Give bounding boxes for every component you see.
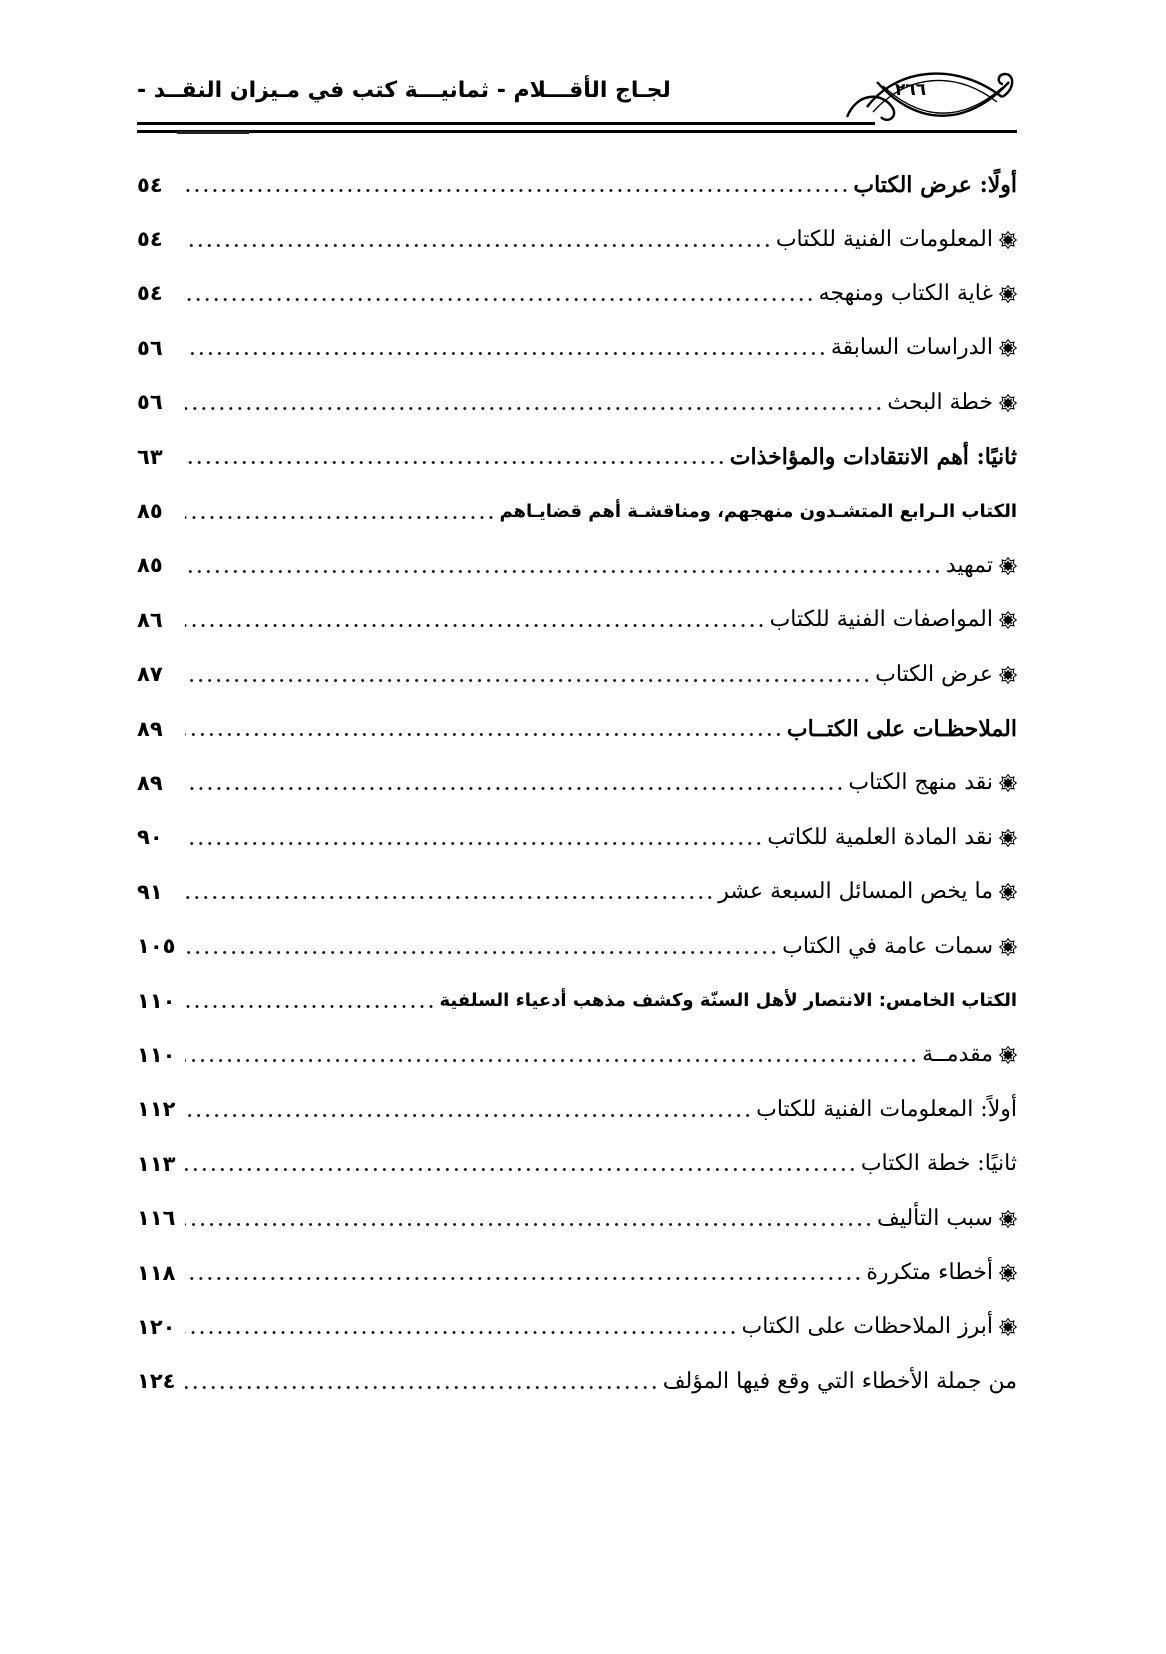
toc-entry-page-number: ٩١ (137, 879, 163, 904)
toc-entry-page-number: ١١٣ (137, 1151, 176, 1176)
toc-entry[interactable] (137, 158, 1017, 212)
toc-entry-page-number: ١١٦ (137, 1206, 176, 1231)
toc-entry-title-group (440, 992, 1017, 1010)
toc-entry[interactable] (137, 484, 1017, 538)
toc-entry-title: مقدمــة (922, 1042, 993, 1068)
toc-entry-page-number: ١١٠ (137, 988, 176, 1013)
toc-entry-title: من جملة الأخطاء التي وقع فيها المؤلف (662, 1368, 1017, 1394)
toc-entry-title-group (775, 226, 1017, 252)
toc-entry-title-group (767, 824, 1017, 850)
toc-entry-page-number: ٨٩ (137, 716, 163, 741)
toc-entry-title: الملاحظـات على الكتــاب (786, 716, 1017, 743)
toc-entry[interactable] (137, 539, 1017, 593)
toc-entry-title-group (756, 1096, 1017, 1122)
eight-point-star-icon (999, 285, 1017, 303)
header-rule-top (137, 122, 875, 125)
dot-leader (185, 1153, 857, 1175)
toc-entry-page-number: ٨٦ (137, 607, 163, 632)
toc-entry[interactable] (137, 267, 1017, 321)
eight-point-star-icon (999, 394, 1017, 412)
eight-point-star-icon (999, 829, 1017, 847)
toc-entry-title-group (818, 280, 1017, 306)
toc-entry-page-number: ١٠٥ (137, 934, 176, 959)
dot-leader (185, 337, 827, 359)
toc-entry-title-group (848, 772, 1017, 794)
dot-leader (185, 1371, 659, 1393)
eight-point-star-icon (999, 666, 1017, 684)
dot-leader (185, 1208, 873, 1230)
toc-entry[interactable] (137, 1355, 1017, 1409)
dot-leader (185, 1099, 752, 1121)
toc-entry-title-group (662, 1368, 1017, 1394)
page-number: ٢٦٦ (895, 80, 927, 100)
toc-entry-title-group (831, 337, 1017, 359)
toc-entry[interactable] (137, 212, 1017, 266)
eight-point-star-icon (999, 1210, 1017, 1228)
dot-leader (185, 229, 772, 251)
toc-entry-title: الكتاب الـرابع المتشـدون منهجهم، ومناقشـة أهم قضايـاهم (499, 500, 1017, 522)
toc-entry-page-number: ٨٥ (137, 553, 163, 578)
toc-entry[interactable] (137, 593, 1017, 647)
eight-point-star-icon (999, 883, 1017, 901)
toc-entry-page-number: ١١٢ (137, 1097, 176, 1122)
toc-entry-title: المواصفات الفنية للكتاب (769, 607, 993, 633)
toc-entry-title-group (782, 933, 1017, 959)
toc-entry-page-number: ١٢٤ (137, 1369, 176, 1394)
toc-entry-page-number: ٨٩ (137, 770, 163, 795)
toc-entry-page-number: ٩٠ (137, 825, 163, 850)
eight-point-star-icon (999, 774, 1017, 792)
dot-leader (185, 664, 871, 686)
dot-leader (185, 936, 778, 958)
eight-point-star-icon (999, 339, 1017, 357)
dot-leader (185, 446, 726, 468)
toc-entry[interactable] (137, 702, 1017, 756)
dot-leader (185, 990, 436, 1012)
eight-point-star-icon (999, 231, 1017, 249)
toc-entry-page-number: ٨٥ (137, 499, 163, 524)
toc-entry-title: ثانيًا: خطة الكتاب (860, 1151, 1017, 1177)
toc-entry-title: نقد المادة العلمية للكاتب (767, 824, 993, 850)
running-title-text: لجـاج الأقـــلام - ثمانيـــة كتب في مـيزان النقــد - (137, 78, 671, 103)
header-rule-accent (177, 131, 249, 134)
toc-entry-title-group (887, 389, 1017, 415)
toc-entry-title-group (718, 881, 1017, 903)
dot-leader (185, 392, 883, 414)
dot-leader (185, 609, 766, 631)
running-title (137, 78, 687, 103)
toc-entry-title: المعلومات الفنية للكتاب (775, 226, 993, 252)
eight-point-star-icon (999, 1046, 1017, 1064)
dot-leader (185, 283, 815, 305)
eight-point-star-icon (999, 1318, 1017, 1336)
toc-entry-title-group (729, 444, 1017, 471)
dot-leader (185, 718, 783, 740)
header-rule-bottom (137, 130, 1017, 133)
eight-point-star-icon (999, 1264, 1017, 1282)
toc-entry-title: تمهيد (945, 552, 993, 578)
dot-leader (185, 1316, 738, 1338)
toc-entry-title-group (861, 1153, 1017, 1175)
toc-entry-title: غاية الكتاب ومنهجه (818, 280, 993, 306)
toc-entry-page-number: ٥٦ (137, 335, 163, 360)
toc-entry-title-group (866, 1262, 1017, 1284)
toc-entry-title: نقد منهج الكتاب (848, 770, 993, 796)
toc-entry[interactable] (137, 1083, 1017, 1137)
toc-entry[interactable] (137, 1137, 1017, 1191)
toc-entry[interactable] (137, 430, 1017, 484)
toc-entry[interactable] (137, 919, 1017, 973)
toc-entry[interactable] (137, 756, 1017, 810)
dot-leader (185, 1262, 862, 1284)
toc-entry-title: ثانيًا: أهم الانتقادات والمؤاخذات (729, 444, 1017, 471)
dot-leader (185, 772, 844, 794)
table-of-contents (137, 158, 1017, 1409)
dot-leader (185, 827, 763, 849)
toc-entry[interactable] (137, 1028, 1017, 1082)
dot-leader (185, 1044, 918, 1066)
toc-entry-title: أبرز الملاحظات على الكتاب (741, 1314, 993, 1340)
toc-entry-title-group (786, 716, 1017, 743)
toc-entry[interactable] (137, 648, 1017, 702)
toc-entry-title-group (853, 172, 1017, 199)
toc-entry[interactable] (137, 1300, 1017, 1354)
toc-entry-page-number: ١٢٠ (137, 1314, 176, 1339)
toc-entry[interactable] (137, 865, 1017, 919)
toc-entry-title: الدراسات السابقة (830, 335, 993, 361)
toc-entry-page-number: ٥٤ (137, 172, 163, 197)
toc-entry-page-number: ٥٤ (137, 227, 163, 252)
dot-leader (185, 501, 495, 523)
toc-entry-page-number: ٥٦ (137, 390, 163, 415)
toc-entry-title: الكتاب الخامس: الانتصار لأهل السنّة وكشف مذهب أدعياء السلفية (439, 990, 1017, 1012)
toc-entry-title: سبب التأليف (877, 1205, 993, 1231)
toc-entry-title: سمات عامة في الكتاب (782, 933, 993, 959)
toc-entry[interactable] (137, 1191, 1017, 1245)
toc-entry-title: أولاً: المعلومات الفنية للكتاب (756, 1096, 1017, 1122)
toc-entry[interactable] (137, 1246, 1017, 1300)
toc-entry-title: أخطاء متكررة (866, 1260, 993, 1285)
toc-entry-title: ما يخص المسائل السبعة عشر (718, 879, 993, 905)
toc-entry[interactable] (137, 974, 1017, 1028)
toc-entry-title-group (877, 1205, 1017, 1231)
toc-entry-title-group (945, 552, 1017, 578)
toc-entry-page-number: ٨٧ (137, 662, 163, 687)
toc-entry-title-group (499, 500, 1017, 522)
toc-entry-page-number: ١١٨ (137, 1260, 176, 1285)
toc-entry[interactable] (137, 321, 1017, 375)
toc-entry-title-group (742, 1316, 1017, 1338)
toc-entry[interactable] (137, 811, 1017, 865)
eight-point-star-icon (999, 611, 1017, 629)
eight-point-star-icon (999, 938, 1017, 956)
toc-entry-title: خطة البحث (887, 389, 993, 415)
toc-entry-page-number: ٥٤ (137, 281, 163, 306)
toc-entry-title-group (875, 661, 1017, 687)
toc-entry-title: أولًا: عرض الكتاب (853, 172, 1017, 199)
toc-entry-title-group (770, 609, 1017, 631)
dot-leader (185, 555, 942, 577)
toc-entry-title-group (922, 1044, 1017, 1066)
dot-leader (185, 881, 714, 903)
dot-leader (185, 174, 849, 196)
eight-point-star-icon (999, 557, 1017, 575)
toc-entry-page-number: ١١٠ (137, 1042, 176, 1067)
toc-entry-title: عرض الكتاب (875, 661, 993, 687)
toc-entry-page-number: ٦٣ (137, 444, 163, 469)
toc-entry[interactable] (137, 376, 1017, 430)
